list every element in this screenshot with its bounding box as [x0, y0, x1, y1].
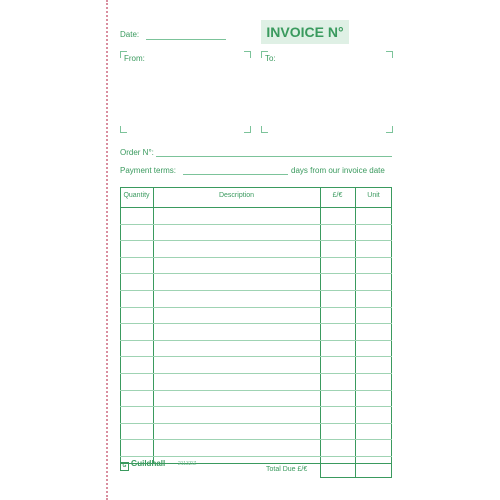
payment-days-field[interactable] [183, 174, 288, 175]
table-row[interactable] [120, 439, 392, 440]
order-number-field[interactable] [156, 156, 392, 157]
header-quantity: Quantity [123, 192, 150, 199]
table-row[interactable] [120, 356, 392, 357]
table-row[interactable] [120, 373, 392, 374]
payment-terms-label: Payment terms: [120, 166, 177, 175]
header-unit: Unit [367, 192, 380, 199]
payment-terms-suffix: days from our invoice date [291, 166, 385, 175]
total-due-label: Total Due £/€ [266, 466, 308, 473]
col-divider-price [355, 187, 356, 478]
table-row[interactable] [120, 406, 392, 407]
table-row[interactable] [120, 323, 392, 324]
total-due-box[interactable] [320, 464, 392, 478]
from-label: From: [124, 54, 145, 63]
perforation-line [106, 0, 108, 500]
date-label: Date: [120, 30, 140, 39]
order-label: Order N°: [120, 148, 154, 157]
col-divider-description [320, 187, 321, 478]
table-row[interactable] [120, 273, 392, 274]
table-header-divider [120, 207, 392, 208]
to-address-field[interactable] [261, 51, 392, 132]
brand-logo [120, 459, 165, 471]
header-description: Description [218, 192, 254, 199]
header-price: £/€ [332, 192, 343, 199]
date-field[interactable] [146, 39, 226, 40]
table-row[interactable] [120, 240, 392, 241]
from-address-field[interactable] [120, 51, 250, 132]
invoice-title: INVOICE N° [261, 20, 349, 44]
table-row[interactable] [120, 224, 392, 225]
table-row[interactable] [120, 257, 392, 258]
to-label: To: [265, 54, 276, 63]
table-row[interactable] [120, 340, 392, 341]
table-row[interactable] [120, 456, 392, 457]
table-row[interactable] [120, 390, 392, 391]
brand-name: Guildhall [131, 459, 166, 468]
table-row[interactable] [120, 290, 392, 291]
table-row[interactable] [120, 307, 392, 308]
brand-mark-icon: G [120, 462, 129, 471]
product-code: 2113Z/Z [178, 461, 197, 467]
table-row[interactable] [120, 423, 392, 424]
